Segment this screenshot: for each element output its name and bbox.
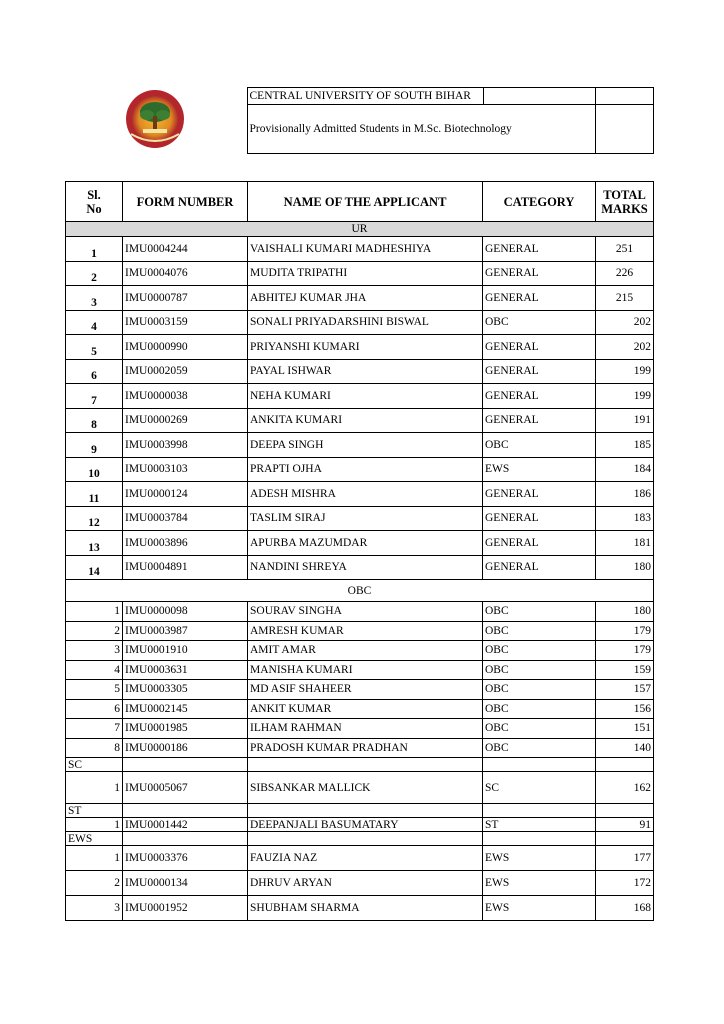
- table-row: [66, 506, 654, 531]
- section-blank-cell: [248, 832, 483, 846]
- cell-form-number: IMU0005067: [123, 772, 248, 804]
- cell-sl: 1: [66, 602, 123, 622]
- cell-total-marks: 199: [596, 384, 654, 409]
- section-blank-cell: [596, 832, 654, 846]
- cell-category: GENERAL: [483, 237, 596, 262]
- cell-form-number: IMU0000787: [123, 286, 248, 311]
- cell-sl: 13: [66, 531, 123, 556]
- cell-applicant-name: DHRUV ARYAN: [248, 871, 483, 896]
- cell-total-marks: 251: [596, 237, 654, 262]
- cell-total-marks: 151: [596, 719, 654, 739]
- table-row: [66, 896, 654, 921]
- cell-sl: 1: [66, 772, 123, 804]
- cell-sl: 3: [66, 286, 123, 311]
- cell-category: EWS: [483, 457, 596, 482]
- cell-form-number: IMU0003159: [123, 310, 248, 335]
- cell-category: OBC: [483, 621, 596, 641]
- cell-total-marks: 226: [596, 261, 654, 286]
- cell-category: OBC: [483, 738, 596, 758]
- table-row: [66, 433, 654, 458]
- table-row: [66, 660, 654, 680]
- cell-sl: 2: [66, 871, 123, 896]
- table-row: [66, 680, 654, 700]
- cell-total-marks: 172: [596, 871, 654, 896]
- header-blank-2: [595, 88, 653, 105]
- cell-form-number: IMU0004076: [123, 261, 248, 286]
- cell-total-marks: 183: [596, 506, 654, 531]
- table-row: [66, 555, 654, 580]
- cell-applicant-name: PRAPTI OJHA: [248, 457, 483, 482]
- cell-form-number: IMU0001952: [123, 896, 248, 921]
- table-row: [66, 482, 654, 507]
- cell-category: EWS: [483, 846, 596, 871]
- cell-applicant-name: ANKIT KUMAR: [248, 699, 483, 719]
- cell-category: OBC: [483, 602, 596, 622]
- cell-applicant-name: ANKITA KUMARI: [248, 408, 483, 433]
- table-header-row: [66, 182, 654, 222]
- section-blank-cell: [483, 832, 596, 846]
- cell-total-marks: 91: [596, 818, 654, 832]
- cell-form-number: IMU0001985: [123, 719, 248, 739]
- cell-sl: 12: [66, 506, 123, 531]
- table-row: [66, 335, 654, 360]
- cell-sl: 9: [66, 433, 123, 458]
- section-label-ews: EWS: [66, 832, 123, 846]
- cell-applicant-name: SOURAV SINGHA: [248, 602, 483, 622]
- section-row-ews: [66, 832, 654, 846]
- cell-category: OBC: [483, 719, 596, 739]
- cell-total-marks: 177: [596, 846, 654, 871]
- section-blank-cell: [123, 758, 248, 772]
- cell-total-marks: 179: [596, 621, 654, 641]
- cell-sl: 8: [66, 408, 123, 433]
- section-label-st: ST: [66, 804, 123, 818]
- university-seal-icon: [117, 88, 193, 150]
- cell-total-marks: 199: [596, 359, 654, 384]
- cell-category: GENERAL: [483, 384, 596, 409]
- cell-applicant-name: DEEPANJALI BASUMATARY: [248, 818, 483, 832]
- section-label-ur: UR: [66, 222, 654, 237]
- header-blank-3: [595, 105, 653, 154]
- cell-total-marks: 180: [596, 555, 654, 580]
- section-row-st: [66, 804, 654, 818]
- section-blank-cell: [123, 804, 248, 818]
- section-blank-cell: [596, 758, 654, 772]
- cell-form-number: IMU0000098: [123, 602, 248, 622]
- table-row: [66, 359, 654, 384]
- cell-category: OBC: [483, 433, 596, 458]
- table-row: [66, 871, 654, 896]
- cell-applicant-name: SONALI PRIYADARSHINI BISWAL: [248, 310, 483, 335]
- cell-form-number: IMU0003631: [123, 660, 248, 680]
- table-row: [66, 641, 654, 661]
- cell-sl: 1: [66, 846, 123, 871]
- cell-applicant-name: PRIYANSHI KUMARI: [248, 335, 483, 360]
- table-row: [66, 261, 654, 286]
- table-row: [66, 719, 654, 739]
- university-logo: [64, 88, 247, 154]
- university-name: CENTRAL UNIVERSITY OF SOUTH BIHAR: [247, 88, 483, 105]
- cell-total-marks: 159: [596, 660, 654, 680]
- cell-total-marks: 191: [596, 408, 654, 433]
- cell-applicant-name: NEHA KUMARI: [248, 384, 483, 409]
- cell-form-number: IMU0003103: [123, 457, 248, 482]
- cell-form-number: IMU0001442: [123, 818, 248, 832]
- cell-applicant-name: PRADOSH KUMAR PRADHAN: [248, 738, 483, 758]
- table-row: [66, 621, 654, 641]
- cell-sl: 2: [66, 621, 123, 641]
- cell-total-marks: 179: [596, 641, 654, 661]
- cell-category: GENERAL: [483, 506, 596, 531]
- cell-applicant-name: MD ASIF SHAHEER: [248, 680, 483, 700]
- cell-sl: 1: [66, 818, 123, 832]
- cell-sl: 8: [66, 738, 123, 758]
- cell-sl: 3: [66, 896, 123, 921]
- cell-category: EWS: [483, 896, 596, 921]
- cell-sl: 7: [66, 719, 123, 739]
- cell-total-marks: 186: [596, 482, 654, 507]
- cell-sl: 6: [66, 359, 123, 384]
- admission-list-table: [65, 181, 654, 921]
- section-blank-cell: [483, 804, 596, 818]
- cell-category: EWS: [483, 871, 596, 896]
- cell-applicant-name: ILHAM RAHMAN: [248, 719, 483, 739]
- cell-applicant-name: FAUZIA NAZ: [248, 846, 483, 871]
- cell-applicant-name: MANISHA KUMARI: [248, 660, 483, 680]
- cell-sl: 4: [66, 660, 123, 680]
- cell-applicant-name: ABHITEJ KUMAR JHA: [248, 286, 483, 311]
- cell-form-number: IMU0000269: [123, 408, 248, 433]
- section-blank-cell: [596, 804, 654, 818]
- cell-category: OBC: [483, 641, 596, 661]
- col-header-category: CATEGORY: [483, 182, 596, 222]
- cell-category: GENERAL: [483, 335, 596, 360]
- table-row: [66, 237, 654, 262]
- cell-sl: 5: [66, 335, 123, 360]
- cell-category: GENERAL: [483, 286, 596, 311]
- col-header-form: FORM NUMBER: [123, 182, 248, 222]
- section-label-obc: OBC: [66, 580, 654, 602]
- table-row: [66, 457, 654, 482]
- section-row-sc: [66, 758, 654, 772]
- table-row: [66, 738, 654, 758]
- cell-form-number: IMU0002059: [123, 359, 248, 384]
- cell-applicant-name: PAYAL ISHWAR: [248, 359, 483, 384]
- cell-applicant-name: SHUBHAM SHARMA: [248, 896, 483, 921]
- cell-category: GENERAL: [483, 531, 596, 556]
- cell-applicant-name: VAISHALI KUMARI MADHESHIYA: [248, 237, 483, 262]
- cell-sl: 1: [66, 237, 123, 262]
- cell-total-marks: 140: [596, 738, 654, 758]
- cell-form-number: IMU0003784: [123, 506, 248, 531]
- cell-sl: 6: [66, 699, 123, 719]
- cell-form-number: IMU0002145: [123, 699, 248, 719]
- cell-form-number: IMU0003998: [123, 433, 248, 458]
- cell-form-number: IMU0000038: [123, 384, 248, 409]
- cell-applicant-name: NANDINI SHREYA: [248, 555, 483, 580]
- cell-sl: 4: [66, 310, 123, 335]
- cell-total-marks: 180: [596, 602, 654, 622]
- cell-applicant-name: SIBSANKAR MALLICK: [248, 772, 483, 804]
- cell-total-marks: 157: [596, 680, 654, 700]
- section-row-obc: [66, 580, 654, 602]
- cell-category: GENERAL: [483, 359, 596, 384]
- cell-form-number: IMU0000124: [123, 482, 248, 507]
- col-header-name: NAME OF THE APPLICANT: [248, 182, 483, 222]
- cell-applicant-name: AMIT AMAR: [248, 641, 483, 661]
- cell-applicant-name: DEEPA SINGH: [248, 433, 483, 458]
- cell-applicant-name: APURBA MAZUMDAR: [248, 531, 483, 556]
- cell-sl: 10: [66, 457, 123, 482]
- cell-sl: 14: [66, 555, 123, 580]
- cell-sl: 3: [66, 641, 123, 661]
- cell-sl: 11: [66, 482, 123, 507]
- table-row: [66, 602, 654, 622]
- section-blank-cell: [483, 758, 596, 772]
- section-blank-cell: [248, 804, 483, 818]
- cell-category: GENERAL: [483, 408, 596, 433]
- table-row: [66, 310, 654, 335]
- cell-category: SC: [483, 772, 596, 804]
- cell-total-marks: 202: [596, 335, 654, 360]
- table-row: [66, 846, 654, 871]
- cell-sl: 5: [66, 680, 123, 700]
- cell-category: OBC: [483, 310, 596, 335]
- cell-total-marks: 202: [596, 310, 654, 335]
- cell-total-marks: 215: [596, 286, 654, 311]
- cell-form-number: IMU0003376: [123, 846, 248, 871]
- cell-applicant-name: MUDITA TRIPATHI: [248, 261, 483, 286]
- cell-category: GENERAL: [483, 555, 596, 580]
- col-header-sl: Sl. No: [66, 182, 123, 222]
- section-label-sc: SC: [66, 758, 123, 772]
- cell-category: OBC: [483, 680, 596, 700]
- table-row: [66, 408, 654, 433]
- cell-category: GENERAL: [483, 482, 596, 507]
- cell-form-number: IMU0001910: [123, 641, 248, 661]
- cell-category: OBC: [483, 699, 596, 719]
- cell-total-marks: 181: [596, 531, 654, 556]
- table-row: [66, 772, 654, 804]
- cell-category: GENERAL: [483, 261, 596, 286]
- section-row-ur: [66, 222, 654, 237]
- cell-applicant-name: ADESH MISHRA: [248, 482, 483, 507]
- cell-form-number: IMU0000186: [123, 738, 248, 758]
- cell-form-number: IMU0003896: [123, 531, 248, 556]
- cell-category: ST: [483, 818, 596, 832]
- cell-total-marks: 185: [596, 433, 654, 458]
- cell-total-marks: 184: [596, 457, 654, 482]
- col-header-marks: TOTAL MARKS: [596, 182, 654, 222]
- table-row: [66, 531, 654, 556]
- table-row: [66, 286, 654, 311]
- cell-sl: 7: [66, 384, 123, 409]
- cell-form-number: IMU0003987: [123, 621, 248, 641]
- header-blank-1: [483, 88, 595, 105]
- cell-sl: 2: [66, 261, 123, 286]
- cell-total-marks: 168: [596, 896, 654, 921]
- section-blank-cell: [123, 832, 248, 846]
- table-row: [66, 384, 654, 409]
- table-row: [66, 818, 654, 832]
- cell-form-number: IMU0003305: [123, 680, 248, 700]
- cell-category: OBC: [483, 660, 596, 680]
- cell-total-marks: 156: [596, 699, 654, 719]
- cell-total-marks: 162: [596, 772, 654, 804]
- cell-form-number: IMU0004891: [123, 555, 248, 580]
- document-subtitle: Provisionally Admitted Students in M.Sc. Biotechnology: [247, 105, 595, 154]
- cell-form-number: IMU0004244: [123, 237, 248, 262]
- section-blank-cell: [248, 758, 483, 772]
- cell-applicant-name: TASLIM SIRAJ: [248, 506, 483, 531]
- cell-form-number: IMU0000134: [123, 871, 248, 896]
- document-header: [64, 87, 654, 154]
- table-row: [66, 699, 654, 719]
- cell-applicant-name: AMRESH KUMAR: [248, 621, 483, 641]
- cell-form-number: IMU0000990: [123, 335, 248, 360]
